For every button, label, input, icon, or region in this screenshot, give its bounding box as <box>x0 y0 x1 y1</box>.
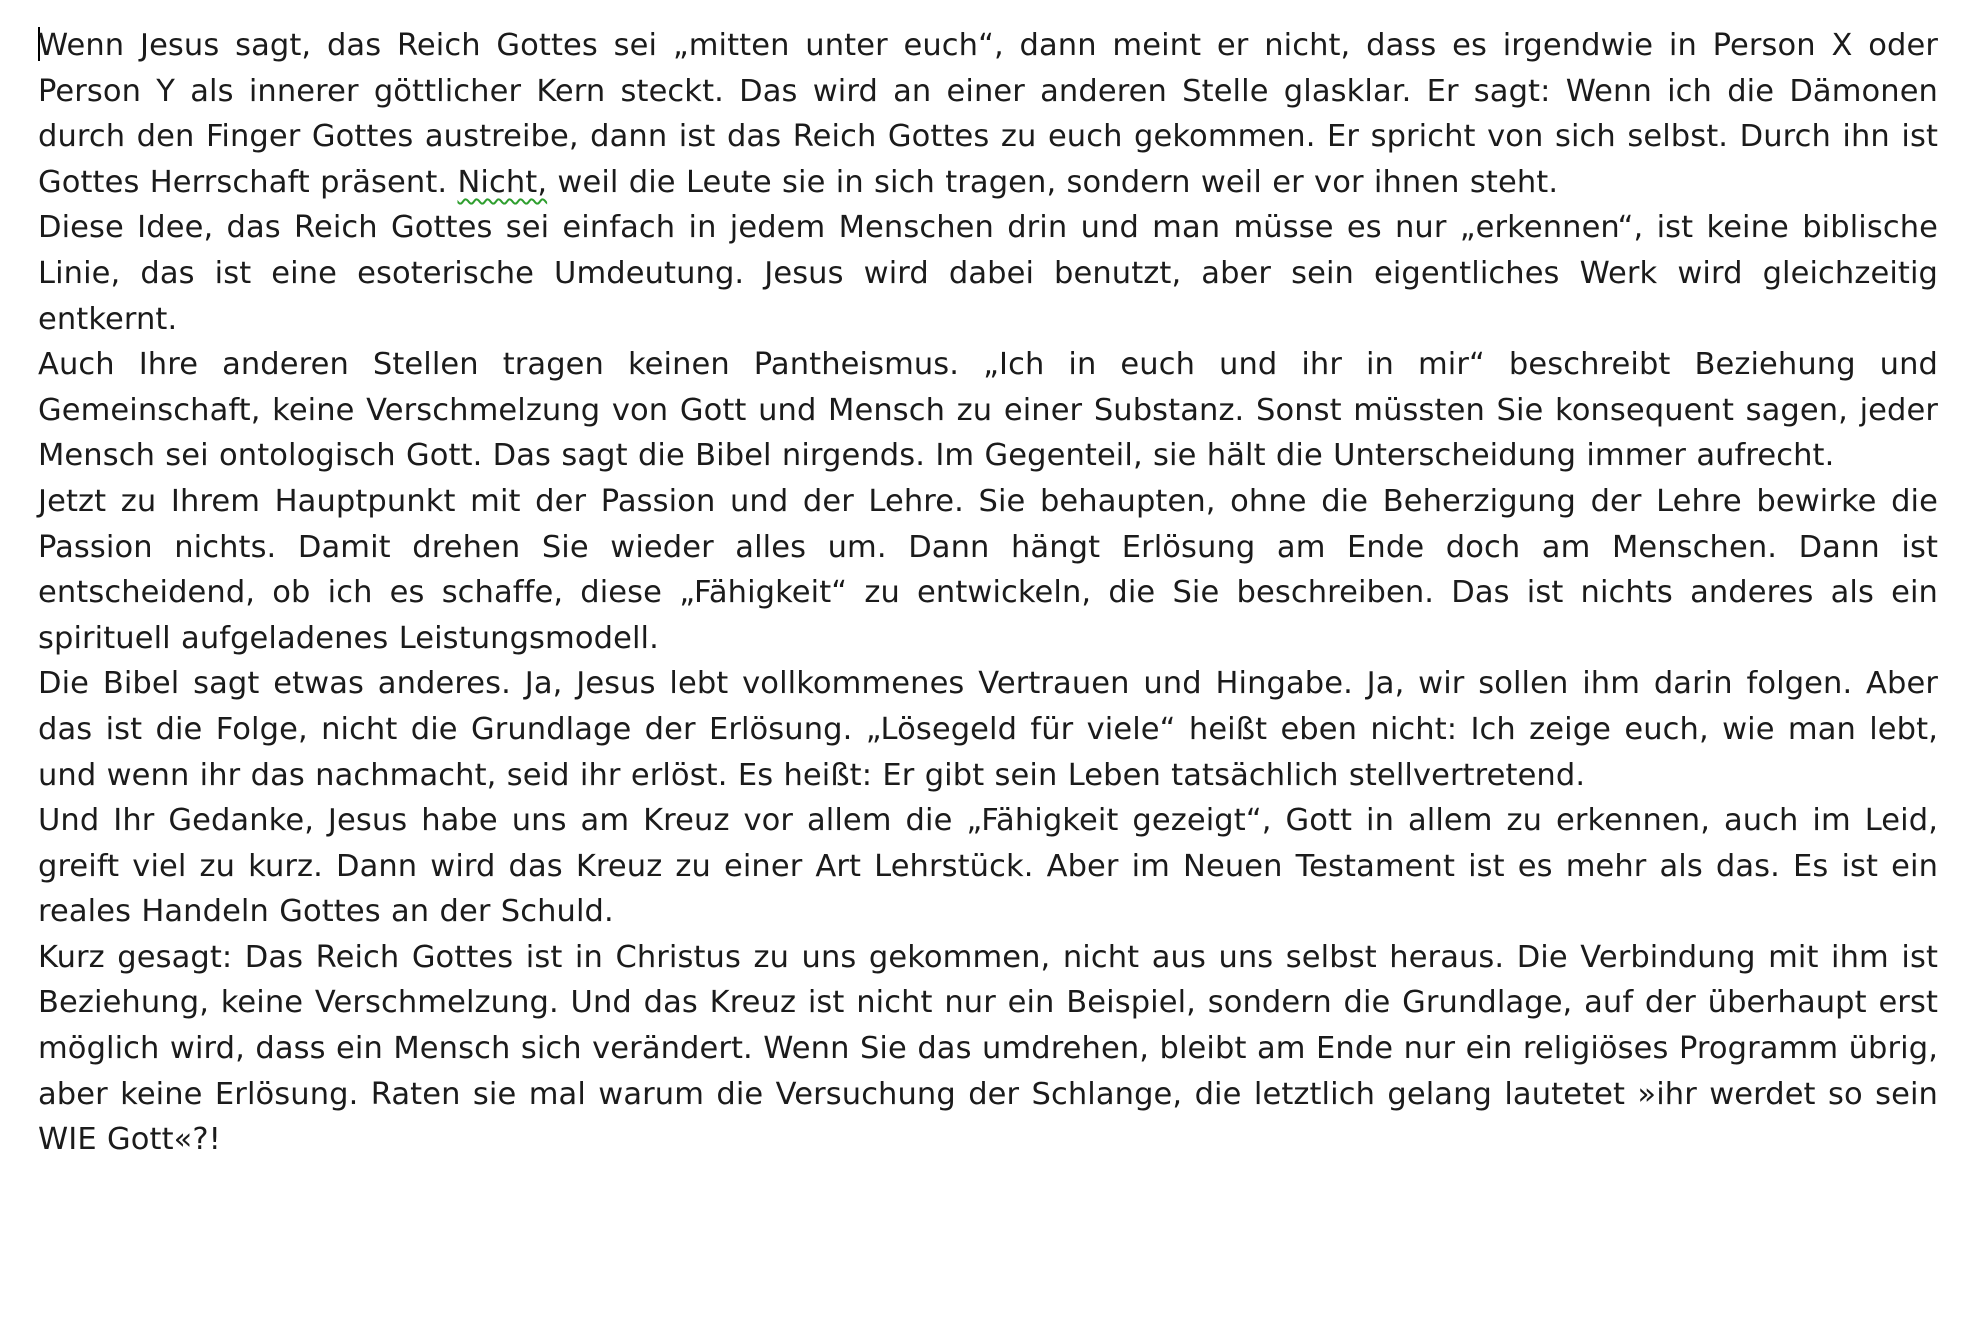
paragraph-1-intro: Jesus sagt, das Reich Gottes sei „mitten unter euch“, dann meint er nicht, dass es irgendwie in Person X oder Person Y als innerer göttlicher Kern steckt. Das wird an einer anderen Stelle glasklar. Er sagt: Wenn ich die Dämonen durch den Finger Gottes austreibe, dann ist das Reich Gottes zu euch gekommen. Er spricht von sich selbst. Durch ihn ist Gottes Herrschaft präsent. <box>38 28 1938 200</box>
paragraph-6[interactable]: Und Ihr Gedanke, Jesus habe uns am Kreuz vor allem die „Fähigkeit gezeigt“, Gott in allem zu erkennen, auch im Leid, greift viel zu kurz. Dann wird das Kreuz zu einer Art Lehrstück. Aber im Neuen Testament ist es mehr als das. Es ist ein reales Handeln Gottes an der Schuld. <box>38 803 1938 930</box>
document-body[interactable] <box>38 23 1938 1163</box>
paragraph-7[interactable]: Kurz gesagt: Das Reich Gottes ist in Christus zu uns gekommen, nicht aus uns selbst heraus. Die Verbindung mit ihm ist Beziehung, keine Verschmelzung. Und das Kreuz ist nicht nur ein Beispiel, sondern die Grundlage, auf der überhaupt erst möglich wird, dass ein Mensch sich verändert. Wenn Sie das umdrehen, bleibt am Ende nur ein religiöses Programm übrig, aber keine Erlösung. Raten sie mal warum die Versuchung der Schlange, die letztlich gelang lautetet »ihr werdet so sein WIE Gott«?! <box>38 939 1938 1158</box>
paragraph-1[interactable] <box>38 23 1938 205</box>
paragraph-2[interactable]: Diese Idee, das Reich Gottes sei einfach in jedem Menschen drin und man müsse es nur „erkennen“, ist keine biblische Linie, das ist eine esoterische Umdeutung. Jesus wird dabei benutzt, aber sein eigentliches Werk wird gleichzeitig entkernt. <box>38 210 1938 337</box>
paragraph-1-first-word: Wenn <box>38 28 125 63</box>
paragraph-1-rest: weil die Leute sie in sich tragen, sondern weil er vor ihnen steht. <box>547 164 1559 200</box>
spellcheck-flagged-word[interactable]: Nicht, <box>457 164 548 200</box>
paragraph-5[interactable]: Die Bibel sagt etwas anderes. Ja, Jesus lebt vollkommenes Vertrauen und Hingabe. Ja, wir sollen ihm darin folgen. Aber das ist die Folge, nicht die Grundlage der Erlösung. „Lösegeld für viele“ heißt eben nicht: Ich zeige euch, wie man lebt, und wenn ihr das nachmacht, seid ihr erlöst. Es heißt: Er gibt sein Leben tatsächlich stellvertretend. <box>38 666 1938 793</box>
paragraph-3[interactable]: Auch Ihre anderen Stellen tragen keinen Pantheismus. „Ich in euch und ihr in mir“ beschreibt Beziehung und Gemeinschaft, keine Verschmelzung von Gott und Mensch zu einer Substanz. Sonst müssten Sie konsequent sagen, jeder Mensch sei ontologisch Gott. Das sagt die Bibel nirgends. Im Gegenteil, sie hält die Unterscheidung immer aufrecht. <box>38 347 1938 474</box>
paragraph-4[interactable]: Jetzt zu Ihrem Hauptpunkt mit der Passion und der Lehre. Sie behaupten, ohne die Beherzigung der Lehre bewirke die Passion nichts. Damit drehen Sie wieder alles um. Dann hängt Erlösung am Ende doch am Menschen. Dann ist entscheidend, ob ich es schaffe, diese „Fähigkeit“ zu entwickeln, die Sie beschreiben. Das ist nichts anderes als ein spirituell aufgeladenes Leistungsmodell. <box>38 483 1938 656</box>
